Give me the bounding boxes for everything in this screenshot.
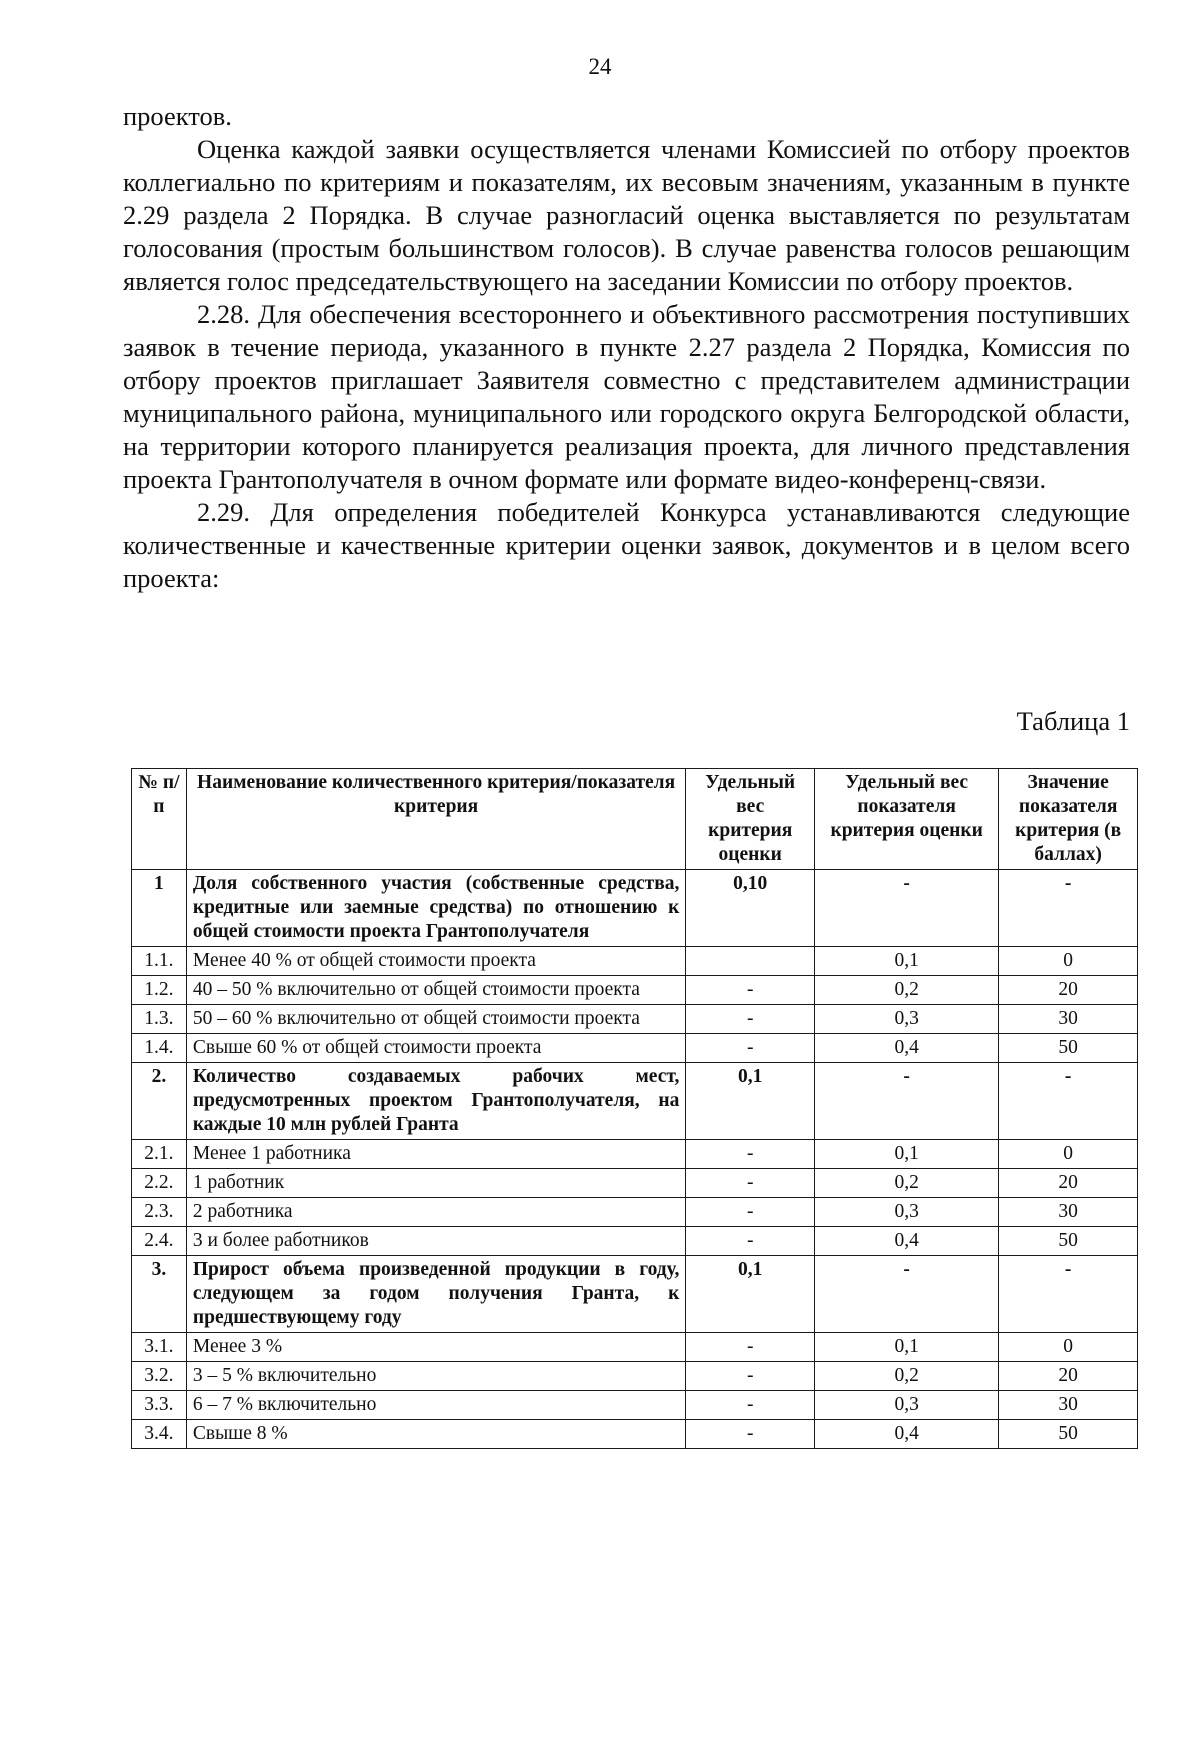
cell-name: Менее 40 % от общей стоимости проекта: [186, 947, 686, 976]
cell-indicator-value: 50: [999, 1420, 1138, 1449]
cell-criterion-weight: -: [686, 1333, 815, 1362]
cell-num: 1.3.: [132, 1005, 187, 1034]
cell-criterion-weight: -: [686, 976, 815, 1005]
cell-num: 2.: [132, 1063, 187, 1140]
indicator-row: [132, 976, 1138, 1005]
cell-criterion-weight: -: [686, 1227, 815, 1256]
cell-indicator-weight: -: [815, 870, 999, 947]
cell-indicator-weight: 0,1: [815, 1333, 999, 1362]
cell-name: Прирост объема произведенной продукции в году, следующем за годом получения Гранта, к предшествующему году: [186, 1256, 686, 1333]
paragraph-2-28: 2.28. Для обеспечения всестороннего и объективного рассмотрения поступивших заявок в течение периода, указанного в пункте 2.27 раздела 2 Порядка, Комиссия по отбору проектов приглашает Заявителя совместно с представителем администрации муниципального района, муниципального или городского округа Белгородской области, на территории которого планируется реализация проекта, для личного представления проекта Грантополучателя в очном формате или формате видео-конференц-связи.: [123, 299, 1130, 494]
cell-indicator-weight: -: [815, 1256, 999, 1333]
cell-name: 6 – 7 % включительно: [186, 1391, 686, 1420]
cell-criterion-weight: 0,1: [686, 1256, 815, 1333]
cell-indicator-value: 20: [999, 976, 1138, 1005]
cell-indicator-weight: 0,2: [815, 1362, 999, 1391]
cell-name: 40 – 50 % включительно от общей стоимости проекта: [186, 976, 686, 1005]
cell-criterion-weight: -: [686, 1140, 815, 1169]
cell-indicator-value: 20: [999, 1169, 1138, 1198]
indicator-row: [132, 1391, 1138, 1420]
cell-name: Свыше 60 % от общей стоимости проекта: [186, 1034, 686, 1063]
cell-indicator-weight: 0,4: [815, 1227, 999, 1256]
cell-num: 2.4.: [132, 1227, 187, 1256]
cell-num: 3.2.: [132, 1362, 187, 1391]
indicator-row: [132, 1198, 1138, 1227]
cell-criterion-weight: -: [686, 1005, 815, 1034]
cell-indicator-value: 50: [999, 1227, 1138, 1256]
paragraph-continuation: проектов.: [123, 101, 232, 131]
cell-indicator-value: -: [999, 1063, 1138, 1140]
cell-num: 2.3.: [132, 1198, 187, 1227]
criteria-table: [131, 768, 1138, 1449]
cell-indicator-weight: 0,1: [815, 1140, 999, 1169]
cell-criterion-weight: -: [686, 1391, 815, 1420]
table-header-row: [132, 769, 1138, 870]
table-label: Таблица 1: [1016, 706, 1130, 736]
cell-indicator-weight: -: [815, 1063, 999, 1140]
cell-indicator-value: 0: [999, 1333, 1138, 1362]
indicator-row: [132, 1169, 1138, 1198]
cell-num: 3.4.: [132, 1420, 187, 1449]
criterion-row: [132, 870, 1138, 947]
header-indicator-value: Значение показателя критерия (в баллах): [999, 769, 1138, 870]
indicator-row: [132, 1227, 1138, 1256]
cell-name: Доля собственного участия (собственные средства, кредитные или заемные средства) по отношению к общей стоимости проекта Грантополучателя: [186, 870, 686, 947]
cell-indicator-weight: 0,2: [815, 1169, 999, 1198]
header-criterion-weight: Удельный вес критерия оценки: [686, 769, 815, 870]
cell-criterion-weight: -: [686, 1420, 815, 1449]
cell-num: 3.3.: [132, 1391, 187, 1420]
indicator-row: [132, 1140, 1138, 1169]
cell-indicator-value: 30: [999, 1005, 1138, 1034]
cell-name: 50 – 60 % включительно от общей стоимости проекта: [186, 1005, 686, 1034]
cell-indicator-value: 30: [999, 1391, 1138, 1420]
cell-name: Менее 1 работника: [186, 1140, 686, 1169]
cell-indicator-weight: 0,3: [815, 1391, 999, 1420]
cell-num: 3.1.: [132, 1333, 187, 1362]
cell-indicator-value: 0: [999, 947, 1138, 976]
page-number: 24: [588, 54, 612, 79]
cell-num: 1: [132, 870, 187, 947]
indicator-row: [132, 1034, 1138, 1063]
cell-indicator-value: 20: [999, 1362, 1138, 1391]
cell-indicator-weight: 0,4: [815, 1034, 999, 1063]
cell-name: 3 и более работников: [186, 1227, 686, 1256]
cell-indicator-weight: 0,3: [815, 1198, 999, 1227]
paragraph-2-29: 2.29. Для определения победителей Конкурса устанавливаются следующие количественные и качественные критерии оценки заявок, документов и в целом всего проекта:: [123, 497, 1130, 593]
cell-indicator-weight: 0,2: [815, 976, 999, 1005]
header-name: Наименование количественного критерия/показателя критерия: [186, 769, 686, 870]
cell-criterion-weight: 0,10: [686, 870, 815, 947]
cell-indicator-value: 0: [999, 1140, 1138, 1169]
indicator-row: [132, 1333, 1138, 1362]
cell-num: 1.2.: [132, 976, 187, 1005]
paragraph-evaluation: Оценка каждой заявки осуществляется членами Комиссией по отбору проектов коллегиально по критериям и показателям, их весовым значениям, указанным в пункте 2.29 раздела 2 Порядка. В случае разногласий оценка выставляется по результатам голосования (простым большинством голосов). В случае равенства голосов решающим является голос председательствующего на заседании Комиссии по отбору проектов.: [123, 134, 1130, 296]
cell-indicator-weight: 0,4: [815, 1420, 999, 1449]
cell-criterion-weight: 0,1: [686, 1063, 815, 1140]
indicator-row: [132, 1005, 1138, 1034]
cell-indicator-weight: 0,1: [815, 947, 999, 976]
cell-name: Менее 3 %: [186, 1333, 686, 1362]
cell-indicator-value: -: [999, 870, 1138, 947]
cell-num: 2.2.: [132, 1169, 187, 1198]
cell-criterion-weight: -: [686, 1169, 815, 1198]
header-indicator-weight: Удельный вес показателя критерия оценки: [815, 769, 999, 870]
cell-indicator-value: -: [999, 1256, 1138, 1333]
cell-name: 2 работника: [186, 1198, 686, 1227]
criterion-row: [132, 1256, 1138, 1333]
indicator-row: [132, 1362, 1138, 1391]
cell-indicator-weight: 0,3: [815, 1005, 999, 1034]
body-text: [123, 100, 1130, 595]
cell-criterion-weight: -: [686, 1362, 815, 1391]
cell-name: 1 работник: [186, 1169, 686, 1198]
header-num: № п/п: [132, 769, 187, 870]
cell-name: Количество создаваемых рабочих мест, предусмотренных проектом Грантополучателя, на каждые 10 млн рублей Гранта: [186, 1063, 686, 1140]
cell-name: 3 – 5 % включительно: [186, 1362, 686, 1391]
cell-num: 3.: [132, 1256, 187, 1333]
cell-criterion-weight: -: [686, 1198, 815, 1227]
cell-num: 1.4.: [132, 1034, 187, 1063]
indicator-row: [132, 947, 1138, 976]
cell-indicator-value: 30: [999, 1198, 1138, 1227]
table-body: [132, 870, 1138, 1449]
cell-num: 2.1.: [132, 1140, 187, 1169]
cell-indicator-value: 50: [999, 1034, 1138, 1063]
cell-name: Свыше 8 %: [186, 1420, 686, 1449]
cell-criterion-weight: [686, 947, 815, 976]
cell-num: 1.1.: [132, 947, 187, 976]
criterion-row: [132, 1063, 1138, 1140]
indicator-row: [132, 1420, 1138, 1449]
cell-criterion-weight: -: [686, 1034, 815, 1063]
